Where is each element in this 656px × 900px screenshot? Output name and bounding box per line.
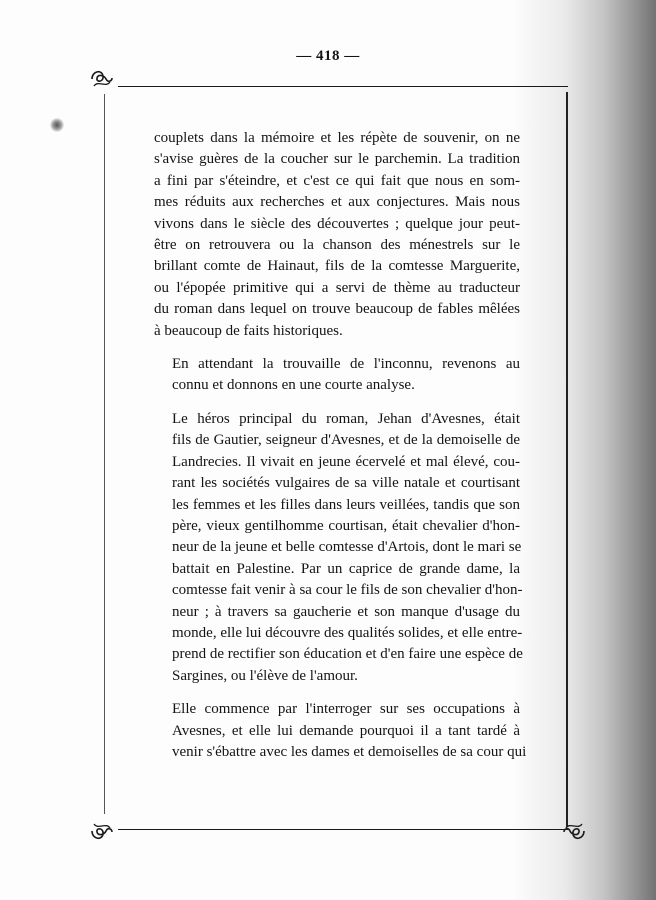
text-line: Sargines, ou l'élève de l'amour. bbox=[172, 667, 358, 684]
corner-ornament-icon bbox=[88, 66, 114, 92]
text-line: battait en Palestine. Par un caprice de grande dame, la bbox=[172, 560, 520, 577]
text-line: mes réduits aux recherches et aux conjectures. Mais nous bbox=[154, 194, 520, 211]
paragraph bbox=[154, 699, 527, 763]
text-line: venir s'ébattre avec les dames et demoiselles de sa cour qui bbox=[172, 743, 527, 760]
text-line: prend de rectifier son éducation et d'en faire une espèce de bbox=[172, 646, 523, 663]
text-line: monde, elle lui découvre des qualités solides, et elle entre- bbox=[172, 624, 523, 641]
text-line: Elle commence par l'interroger sur ses occupations à bbox=[172, 701, 520, 718]
text-line: Avesnes, et elle lui demande pourquoi il a tant tardé à bbox=[172, 722, 520, 739]
text-line: du roman dans lequel on trouve beaucoup de fables mêlées bbox=[154, 301, 520, 318]
paragraph bbox=[154, 354, 520, 397]
frame-right-rule bbox=[566, 92, 568, 827]
text-line: comtesse fait venir à sa cour le fils de son chevalier d'hon- bbox=[172, 582, 523, 599]
corner-ornament-icon bbox=[88, 818, 114, 844]
text-line: En attendant la trouvaille de l'inconnu, revenons au bbox=[172, 356, 520, 373]
text-line: s'avise guères de la coucher sur le parchemin. La tradition bbox=[154, 151, 520, 168]
text-line: ou l'épopée primitive qui a servi de thème au traducteur bbox=[154, 279, 520, 296]
text-line: neur de la jeune et belle comtesse d'Artois, dont le mari se bbox=[172, 539, 522, 556]
text-line: a fini par s'éteindre, et c'est ce qui fait que nous en som- bbox=[154, 172, 520, 189]
body-text bbox=[154, 128, 527, 775]
paragraph bbox=[154, 409, 523, 687]
text-line: à beaucoup de faits historiques. bbox=[154, 322, 343, 339]
frame-top-rule bbox=[118, 86, 568, 87]
text-line: fils de Gautier, seigneur d'Avesnes, et de la demoiselle de bbox=[172, 432, 520, 449]
corner-ornament-icon bbox=[562, 818, 588, 844]
frame-left-rule bbox=[104, 94, 105, 814]
text-line: Le héros principal du roman, Jehan d'Avesnes, était bbox=[172, 410, 520, 427]
text-line: connu et donnons en une courte analyse. bbox=[172, 377, 415, 394]
text-line: être on retrouvera ou la chanson des ménestrels sur le bbox=[154, 237, 520, 254]
frame-bottom-rule bbox=[118, 829, 568, 830]
paragraph bbox=[154, 128, 520, 342]
text-line: rant les sociétés vulgaires de sa ville natale et courtisant bbox=[172, 475, 520, 492]
text-line: couplets dans la mémoire et les répète de souvenir, on ne bbox=[154, 130, 520, 146]
text-line: neur ; à travers sa gaucherie et son manque d'usage du bbox=[172, 603, 520, 620]
text-line: vivons dans le siècle des découvertes ; quelque jour peut- bbox=[154, 215, 520, 232]
text-line: père, vieux gentilhomme courtisan, était chevalier d'hon- bbox=[172, 517, 520, 534]
text-line: brillant comte de Hainaut, fils de la comtesse Marguerite, bbox=[154, 258, 520, 275]
ink-smudge bbox=[50, 118, 64, 132]
page-number: — 418 — bbox=[296, 48, 360, 64]
text-line: Landrecies. Il vivait en jeune écervelé et mal élevé, cou- bbox=[172, 453, 520, 470]
text-line: les femmes et les filles dans leurs veillées, tandis que son bbox=[172, 496, 520, 513]
